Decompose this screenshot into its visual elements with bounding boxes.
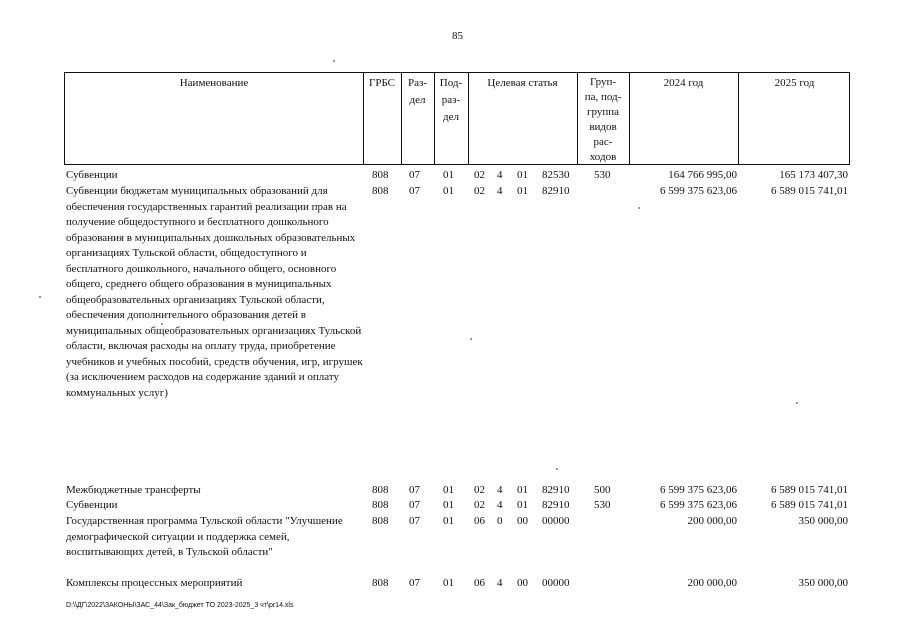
row-grbs: 808 xyxy=(372,484,389,496)
row-cs2: 4 xyxy=(497,577,503,589)
row-grbs: 808 xyxy=(372,185,389,197)
row-cs1: 02 xyxy=(474,499,485,511)
row-vr: 530 xyxy=(594,499,611,511)
header-group-line: па, под- xyxy=(584,91,622,103)
row-2025: 165 173 407,30 xyxy=(779,169,848,181)
scan-speck xyxy=(638,207,640,209)
row-rz: 07 xyxy=(409,169,420,181)
header-group xyxy=(577,75,629,165)
row-pr: 01 xyxy=(443,169,454,181)
scan-speck xyxy=(470,338,472,340)
row-cs2: 4 xyxy=(497,169,503,181)
header-group-line: ходов xyxy=(589,151,617,163)
row-2025: 350 000,00 xyxy=(798,577,848,589)
header-year-2024: 2024 год xyxy=(663,77,704,89)
row-2025: 6 589 015 741,01 xyxy=(771,185,848,197)
header-grbs: ГРБС xyxy=(368,77,396,89)
row-grbs: 808 xyxy=(372,499,389,511)
row-cs4: 00000 xyxy=(542,577,570,589)
row-cs1: 02 xyxy=(474,484,485,496)
row-cs4: 82530 xyxy=(542,169,570,181)
row-cs3: 01 xyxy=(517,185,528,197)
row-cs2: 4 xyxy=(497,185,503,197)
header-razdel-line: дел xyxy=(409,94,426,106)
row-cs2: 4 xyxy=(497,484,503,496)
row-pr: 01 xyxy=(443,484,454,496)
row-grbs: 808 xyxy=(372,577,389,589)
header-group-line: рас- xyxy=(593,136,613,148)
row-vr: 530 xyxy=(594,169,611,181)
row-pr: 01 xyxy=(443,515,454,527)
row-name: Субвенции xyxy=(66,499,118,511)
file-path-footer: D:\\ДГ\2022\ЗАКОНЫ\ЗАС_44\Зак_бюджет ТО 2023-2025_3 чт\pr14.xls xyxy=(66,602,294,609)
row-cs3: 01 xyxy=(517,484,528,496)
row-rz: 07 xyxy=(409,515,420,527)
row-cs3: 00 xyxy=(517,577,528,589)
header-group-line: видов xyxy=(589,121,617,133)
header-podrazdel-line: раз- xyxy=(441,94,461,106)
row-name: Субвенции бюджетам муниципальных образований для обеспечения государственных гарантий реализации прав на получение общедоступного и бесплатного дошкольного образования в муниципальных дошкольных образовательных организациях Тульской области, общедоступного и бесплатного дошкольного, начального общего, основного общего, среднего общего образования в муниципальных общеобразовательных организациях Тульской области, обеспечения дополнительного образования детей в муниципальных общеобразовательных организациях Тульской области, включая расходы на оплату труда, приобретение учебников и учебных пособий, средств обучения, игр, игрушек (за исключением расходов на содержание зданий и оплату коммунальных услуг) xyxy=(66,185,363,399)
header-podrazdel xyxy=(434,75,468,126)
row-pr: 01 xyxy=(443,499,454,511)
row-cs1: 02 xyxy=(474,169,485,181)
row-rz: 07 xyxy=(409,484,420,496)
row-2024: 6 599 375 623,06 xyxy=(660,499,737,511)
row-pr: 01 xyxy=(443,577,454,589)
scan-speck xyxy=(556,468,558,470)
row-cs2: 0 xyxy=(497,515,503,527)
scan-speck xyxy=(796,402,798,404)
scan-speck xyxy=(39,296,41,298)
row-vr: 500 xyxy=(594,484,611,496)
header-group-line: Груп- xyxy=(589,76,617,88)
row-rz: 07 xyxy=(409,185,420,197)
row-cs1: 06 xyxy=(474,515,485,527)
row-pr: 01 xyxy=(443,185,454,197)
row-name: Комплексы процессных мероприятий xyxy=(66,577,243,589)
table-header xyxy=(64,72,850,165)
row-2024: 200 000,00 xyxy=(687,577,737,589)
header-razdel xyxy=(401,75,434,109)
row-rz: 07 xyxy=(409,577,420,589)
row-name: Межбюджетные трансферты xyxy=(66,484,201,496)
row-cs3: 01 xyxy=(517,169,528,181)
row-2025: 6 589 015 741,01 xyxy=(771,484,848,496)
row-cs3: 01 xyxy=(517,499,528,511)
header-podrazdel-line: Под- xyxy=(439,77,463,89)
row-cs2: 4 xyxy=(497,499,503,511)
header-name: Наименование xyxy=(179,77,249,89)
scan-speck xyxy=(161,323,163,325)
header-podrazdel-line: дел xyxy=(443,111,459,123)
scan-speck xyxy=(333,60,335,62)
row-rz: 07 xyxy=(409,499,420,511)
row-2024: 164 766 995,00 xyxy=(668,169,737,181)
row-2025: 6 589 015 741,01 xyxy=(771,499,848,511)
page-number: 85 xyxy=(452,30,463,42)
header-razdel-line: Раз- xyxy=(407,77,427,89)
row-cs1: 06 xyxy=(474,577,485,589)
row-grbs: 808 xyxy=(372,169,389,181)
header-group-line: группа xyxy=(586,106,620,118)
row-cs3: 00 xyxy=(517,515,528,527)
row-2024: 6 599 375 623,06 xyxy=(660,484,737,496)
row-cs4: 82910 xyxy=(542,185,570,197)
row-2024: 200 000,00 xyxy=(687,515,737,527)
row-2024: 6 599 375 623,06 xyxy=(660,185,737,197)
row-grbs: 808 xyxy=(372,515,389,527)
row-name: Государственная программа Тульской области "Улучшение демографической ситуации и поддержка семей, воспитывающих детей, в Тульской области" xyxy=(66,515,343,558)
row-cs4: 82910 xyxy=(542,499,570,511)
row-cs4: 82910 xyxy=(542,484,570,496)
row-cs4: 00000 xyxy=(542,515,570,527)
row-cs1: 02 xyxy=(474,185,485,197)
row-name: Субвенции xyxy=(66,169,118,181)
header-target-article: Целевая статья xyxy=(487,77,558,89)
row-2025: 350 000,00 xyxy=(798,515,848,527)
header-year-2025: 2025 год xyxy=(774,77,815,89)
